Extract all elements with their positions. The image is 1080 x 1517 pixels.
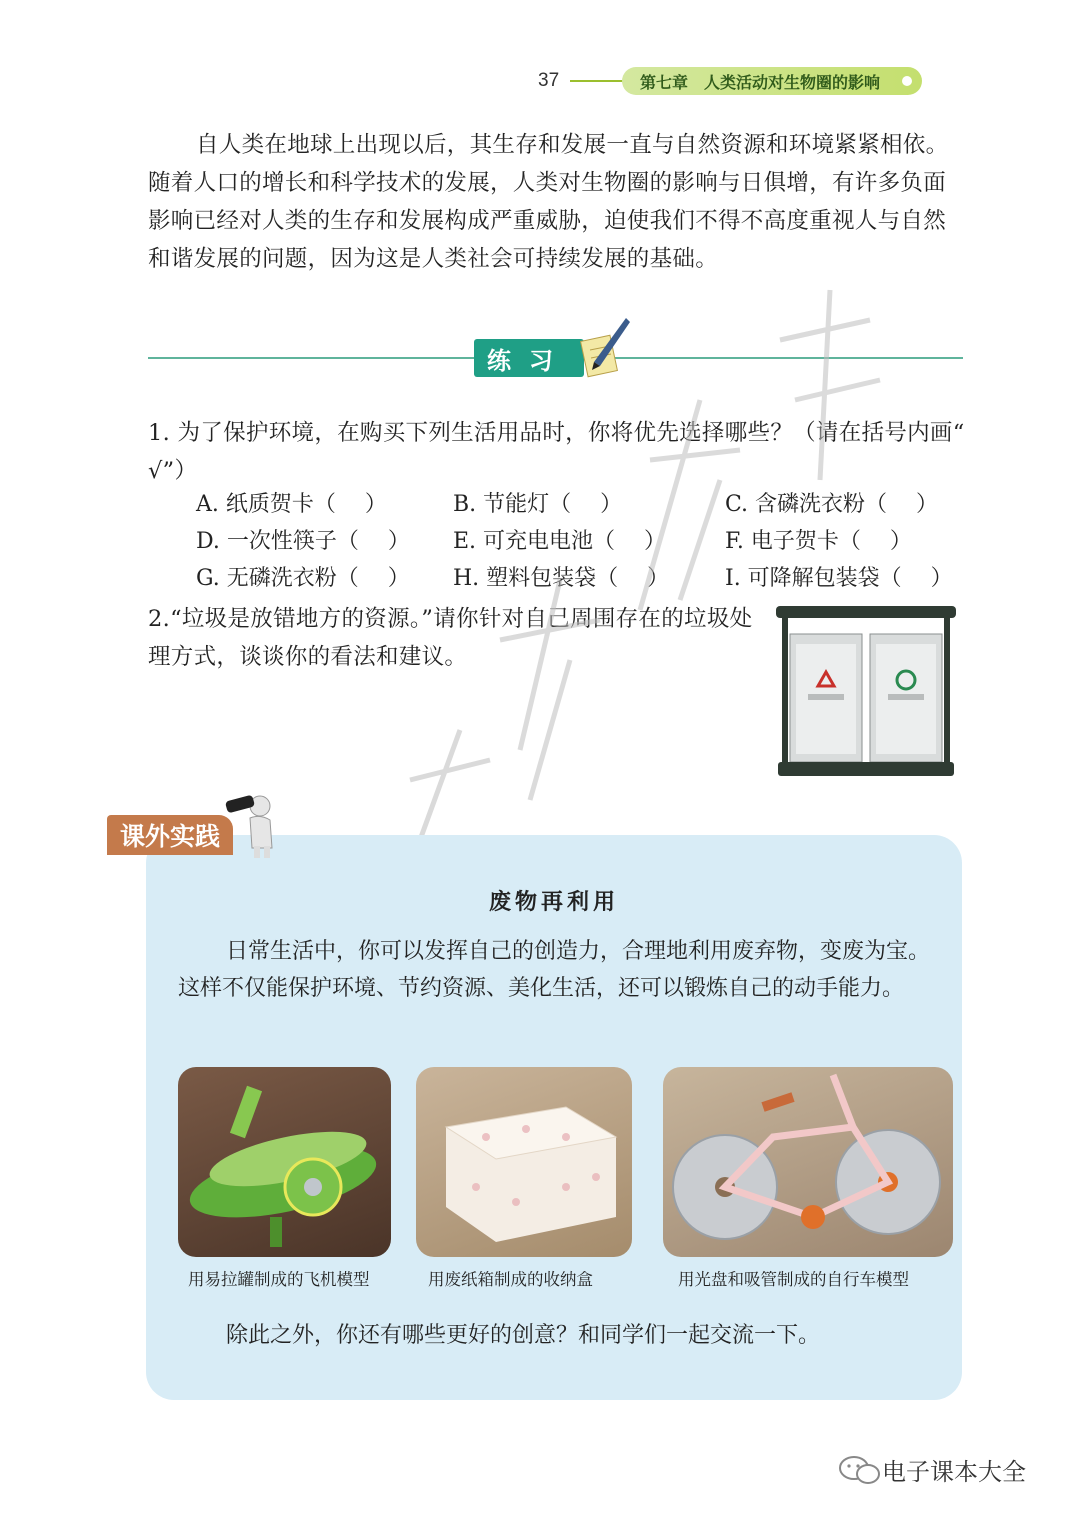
airplane-model-photo: [178, 1067, 391, 1257]
options-row-1: [196, 488, 938, 522]
option-d: D. 一次性筷子（ ）: [196, 529, 410, 554]
source-name: 电子课本大全: [882, 1458, 1026, 1486]
option-a: A. 纸质贺卡（ ）: [196, 492, 387, 517]
practice-title: 废物再利用: [488, 889, 619, 915]
pen-notepad-icon: [580, 312, 632, 378]
page-number: 37: [538, 70, 560, 91]
storage-box-photo: [416, 1067, 632, 1257]
option-i: I. 可降解包装袋（ ）: [725, 566, 953, 591]
intro-paragraph: 自人类在地球上出现以后，其生存和发展一直与自然资源和环境紧紧相依。随着人口的增长和科学技术的发展，人类对生物圈的影响与日俱增，有许多负面影响已经对人类的生存和发展构成严重威胁，迫使我们不得不高度重视人与自然和谐发展的问题，因为这是人类社会可持续发展的基础。: [148, 132, 949, 272]
practice-paragraph: 日常生活中，你可以发挥自己的创造力，合理地利用废弃物，变废为宝。这样不仅能保护环境、节约资源、美化生活，还可以锻炼自己的动手能力。: [178, 939, 931, 1001]
bicycle-model-photo: [663, 1067, 953, 1257]
option-b: B. 节能灯（ ）: [453, 492, 623, 517]
caption-bicycle: 用光盘和吸管制成的自行车模型: [678, 1270, 909, 1289]
caption-airplane: 用易拉罐制成的飞机模型: [188, 1270, 370, 1289]
practice-tab: 课外实践: [107, 815, 233, 855]
recycle-bin-image: [772, 600, 960, 788]
telescope-figure-icon: [222, 790, 282, 860]
chapter-title-text: 第七章 人类活动对生物圈的影响: [640, 72, 881, 92]
option-h: H. 塑料包装袋（ ）: [453, 566, 670, 591]
closing-text: 除此之外，你还有哪些更好的创意？和同学们一起交流一下。: [226, 1323, 821, 1348]
source-watermark: [838, 1452, 1026, 1487]
option-f: F. 电子贺卡（ ）: [725, 529, 912, 554]
question-1: 1. 为了保护环境，在购买下列生活用品时，你将优先选择哪些？（请在括号内画“ √”）: [148, 420, 965, 484]
exercise-badge: 练习: [474, 339, 584, 377]
options-row-2: [196, 525, 912, 559]
caption-storage-box: 用废纸箱制成的收纳盒: [428, 1270, 593, 1289]
option-g: G. 无磷洗衣粉（ ）: [196, 566, 410, 591]
header-divider: [570, 80, 630, 82]
question-2: 2.“垃圾是放错地方的资源。”请你针对自己周围存在的垃圾处理方式，谈谈你的看法和建议。: [148, 606, 753, 670]
wechat-icon: [838, 1454, 882, 1486]
chapter-dot: [902, 76, 912, 86]
options-row-3: [196, 562, 953, 596]
option-c: C. 含磷洗衣粉（ ）: [725, 492, 939, 517]
chapter-title: [622, 67, 922, 95]
option-e: E. 可充电电池（ ）: [453, 529, 667, 554]
